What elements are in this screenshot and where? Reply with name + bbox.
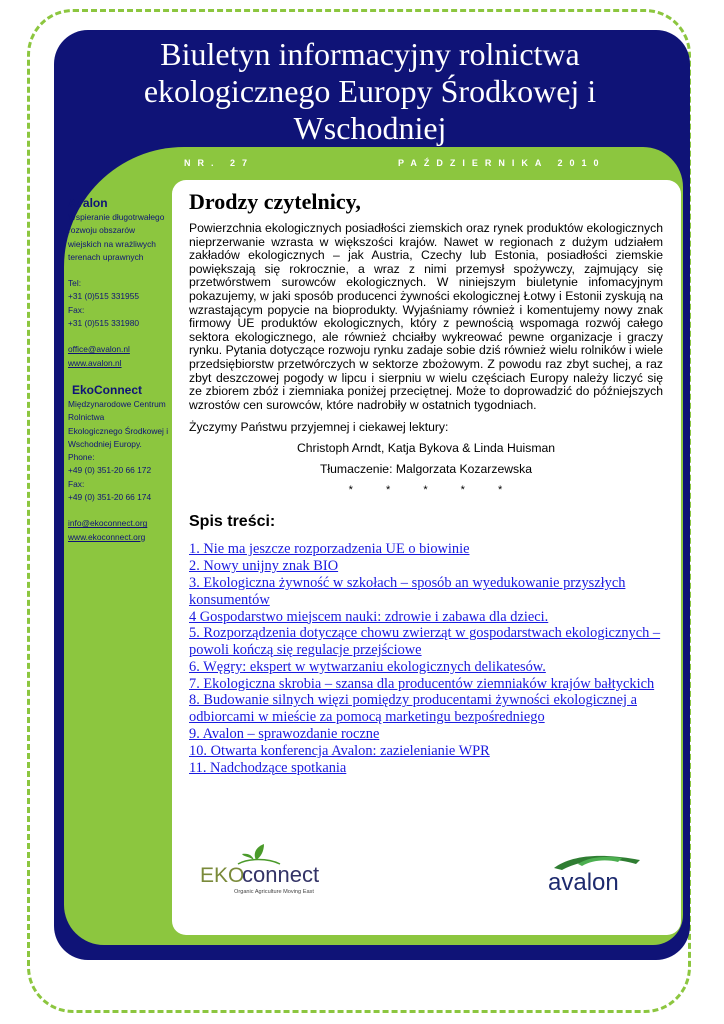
toc-link[interactable]: 4 Gospodarstwo miejscem nauki: zdrowie i zabawa dla dzieci. <box>189 608 549 625</box>
ekoconnect-description-line: Wschodniej Europy. <box>68 438 142 449</box>
toc-link[interactable]: 11. Nadchodzące spotkania <box>189 759 347 776</box>
letter-body: Powierzchnia ekologicznych posiadłości ziemskich oraz rynek produktów ekologicznych nieprzerwanie wzrasta w większości krajów. Nawet w regionach z dużym udziałem zakładów ekologicznych – jak Austria, Czechy lub Estonia, posiadłości ziemskie powiększają się rokrocznie, a wraz z nimi przemysł spożywczy, zajmujący się przetwórstwem surowców ekologicznych. W niniejszym biuletynie infomacyjnym pokazujemy, w jaki sposób producenci żywności ekologicznej Łotwy i Estonii zyskują na wzrastającym popycie na bioprodukty. Wyjaśniamy również i komentujemy nowy znak firmowy UE produktów ekologicznych, który z pewnością wspomaga rozwój całego sektora ekologicznego, ale również chciałby wykreować pewne organizacje i graczy rynku. Pytania dotyczące rozwoju rynku zadaje sobie dziś również wielu rolników i wiele przedsiębiorstw przetwórczych w sektorze zbożowym. Z powodu raz zbyt suchej, a raz zbyt deszczowej pogody w lipcu i sierpniu w wielu częściach Europy należy liczyć się ze zbiorem zbóż i ziemniaka poniżej przeciętnej. Może to doprowadzić do późniejszych wzrostów cen surowców, które nadrobiły w ostatnich tygodniach. <box>189 221 663 412</box>
letter-heading: Drodzy czytelnicy, <box>189 189 361 214</box>
letter-translation-credit: Tłumaczenie: Malgorzata Kozarzewska <box>319 462 532 477</box>
toc-link[interactable]: 1. Nie ma jeszcze rozporzadzenia UE o biowinie <box>189 541 470 558</box>
avalon-tel-label: Tel: <box>68 278 82 289</box>
toc-link[interactable]: 8. Budowanie silnych więzi pomiędzy producentami żywności ekologicznej a odbiorcami w mieście za pomocą marketingu bezpośredniego <box>189 692 637 726</box>
issue-number: NR. 27 <box>184 158 255 168</box>
avalon-fax: +31 (0)515 331980 <box>68 318 140 329</box>
separator-stars: * * * * * <box>348 484 504 497</box>
ekoconnect-org-name: EkoConnect <box>72 382 143 397</box>
toc-title: Spis treści: <box>189 513 276 531</box>
letter-signature: Christoph Arndt, Katja Bykova & Linda Huisman <box>296 441 556 456</box>
avalon-tel: +31 (0)515 331955 <box>68 291 140 302</box>
newsletter-title: Biuletyn informacyjny rolnictwa ekologicznego Europy Środkowej i Wschodniej <box>143 36 597 146</box>
ekoconnect-logo <box>198 842 328 898</box>
leaf-icon <box>255 844 264 860</box>
ekoconnect-phone-label: Phone: <box>68 452 95 463</box>
svg-text:avalon: avalon <box>548 869 619 896</box>
ekoconnect-email-link[interactable]: info@ekoconnect.org <box>68 518 148 529</box>
toc-link[interactable]: 10. Otwarta konferencja Avalon: zazielenianie WPR <box>189 742 490 759</box>
avalon-org-name: Avalon <box>68 196 108 210</box>
avalon-description-line: terenach uprawnych <box>68 251 144 262</box>
avalon-fax-label: Fax: <box>68 304 85 315</box>
toc-link[interactable]: 6. Węgry: ekspert w wytwarzaniu ekologicznych delikatesów. <box>189 658 546 675</box>
svg-text:Organic Agriculture Moving Eas: Organic Agriculture Moving East <box>234 889 314 895</box>
ekoconnect-description-line: Międzynarodowe Centrum <box>68 398 166 409</box>
toc-link[interactable]: 9. Avalon – sprawozdanie roczne <box>189 726 380 743</box>
sidebar-contacts <box>68 196 172 544</box>
ekoconnect-fax: +49 (0) 351-20 66 174 <box>68 492 152 503</box>
table-of-contents <box>189 541 663 776</box>
avalon-description-line: rozwoju obszarów <box>68 225 136 236</box>
avalon-description-line: wiejskich na wrażliwych <box>68 238 156 249</box>
avalon-email-link[interactable]: office@avalon.nl <box>68 344 130 355</box>
issue-date: PAŹDZIERNIKA 2010 <box>398 158 606 168</box>
svg-text:connect: connect <box>242 862 320 887</box>
toc-link[interactable]: 5. Rozporządzenia dotyczące chowu zwierząt w gospodarstwach ekologicznych – powoli kończą się regulacje przejściowe <box>189 625 661 659</box>
avalon-website-link[interactable]: www.avalon.nl <box>68 357 122 368</box>
letter-content <box>189 188 663 776</box>
ekoconnect-description-line: Rolnictwa <box>68 412 105 423</box>
ekoconnect-website-link[interactable]: www.ekoconnect.org <box>68 531 146 542</box>
ekoconnect-description-line: Ekologicznego Środkowej i <box>68 425 169 436</box>
ekoconnect-phone: +49 (0) 351-20 66 172 <box>68 465 152 476</box>
svg-text:EKO: EKO <box>200 864 245 887</box>
ekoconnect-fax-label: Fax: <box>68 478 85 489</box>
toc-link[interactable]: 7. Ekologiczna skrobia – szansa dla producentów ziemniaków krajów bałtyckich <box>189 675 655 692</box>
letter-greeting: Życzymy Państwu przyjemnej i ciekawej lektury: <box>189 420 449 435</box>
avalon-description-line: Wspieranie długotrwałego <box>68 212 165 222</box>
avalon-logo <box>540 850 650 896</box>
toc-link[interactable]: 3. Ekologiczna żywność w szkołach – sposób an wyedukowanie przyszłych konsumentów <box>189 574 626 608</box>
toc-link[interactable]: 2. Nowy unijny znak BIO <box>189 558 339 575</box>
